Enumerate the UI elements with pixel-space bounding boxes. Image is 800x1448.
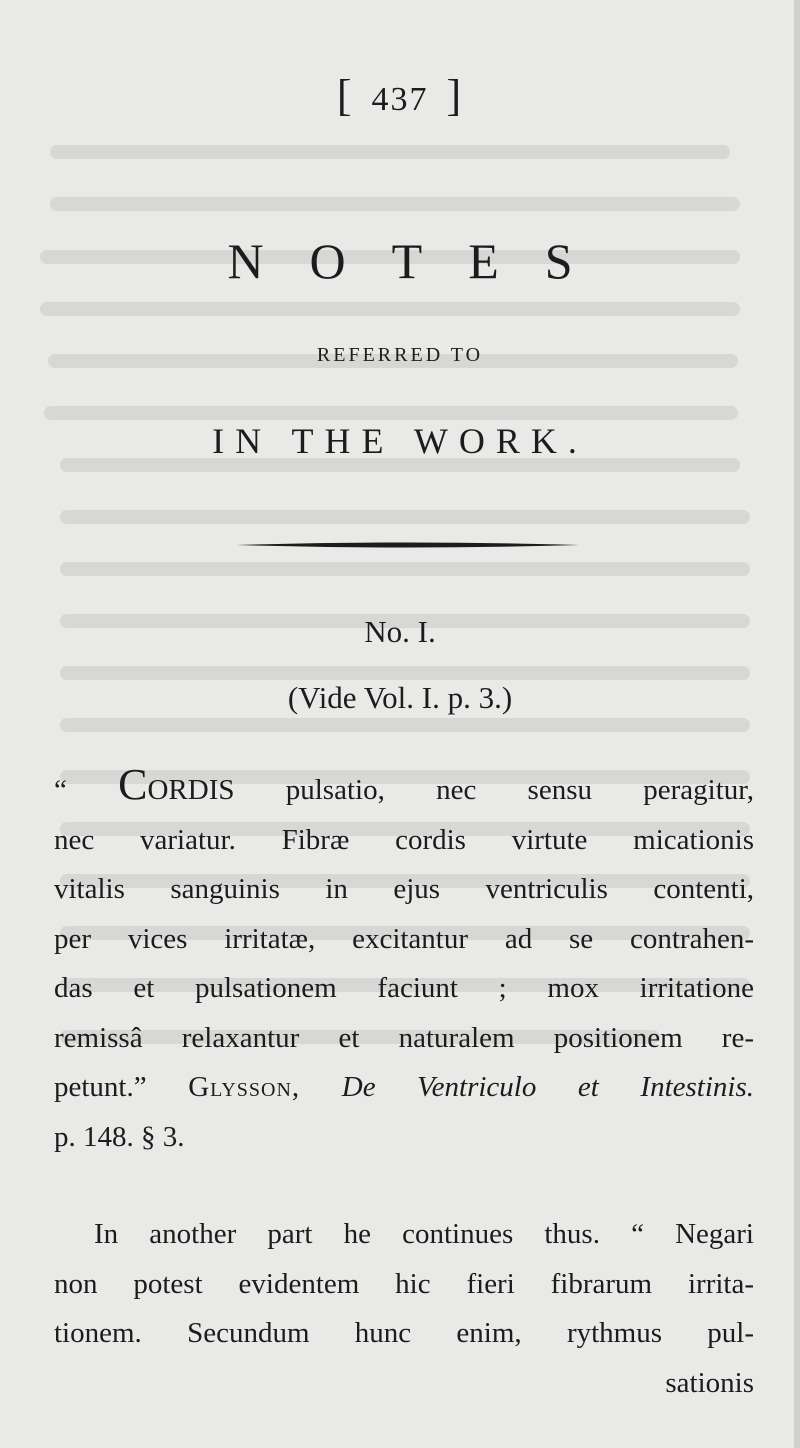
author-name: Glysson, (188, 1071, 301, 1103)
paragraph-continuation (54, 1210, 754, 1408)
text-line: non potest evidentem hic fieri fibrarum irrita- (54, 1267, 754, 1300)
first-word-caps: ORDIS (147, 774, 235, 806)
referred-to-subtitle: REFERRED TO (316, 344, 484, 366)
text-line: vitalis sanguinis in ejus ventriculis contenti, (54, 873, 754, 905)
right-bracket: ] (446, 71, 464, 120)
quote-end: petunt.” (54, 1071, 147, 1103)
citation-line: p. 148. § 3. (54, 1120, 185, 1153)
text-line-rest: pulsatio, nec sensu peragitur, (285, 774, 754, 806)
open-quote: “ (54, 774, 67, 806)
text-line: das et pulsationem faciunt ; mox irritatione (54, 972, 754, 1004)
text-line (54, 760, 754, 816)
text-line: per vices irritatæ, excitantur ad se contrahen- (54, 922, 754, 955)
text-line: tionem. Secundum hunc enim, rythmus pul- (54, 1317, 754, 1349)
volume-reference: (Vide Vol. I. p. 3.) (287, 680, 513, 715)
page-number-header (0, 70, 800, 121)
ornamental-rule (236, 541, 580, 549)
in-the-work-subtitle: IN THE WORK. (212, 421, 588, 461)
catchword: sationis (665, 1366, 754, 1399)
text-line: remissâ relaxantur et naturalem positionem re- (54, 1021, 754, 1054)
left-bracket: [ (336, 71, 354, 120)
text-line: nec variatur. Fibræ cordis virtute micationis (54, 823, 754, 856)
text-line (54, 1063, 754, 1113)
note-number: No. I. (364, 614, 436, 649)
drop-initial: C (118, 760, 148, 809)
page-number: 437 (371, 81, 429, 118)
text-line: In another part he continues thus. “ Negari (94, 1218, 754, 1250)
paragraph-glysson-quote (54, 760, 754, 1162)
source-title: De Ventriculo et Intestinis. (341, 1071, 754, 1103)
notes-title: NOTES (227, 233, 619, 289)
